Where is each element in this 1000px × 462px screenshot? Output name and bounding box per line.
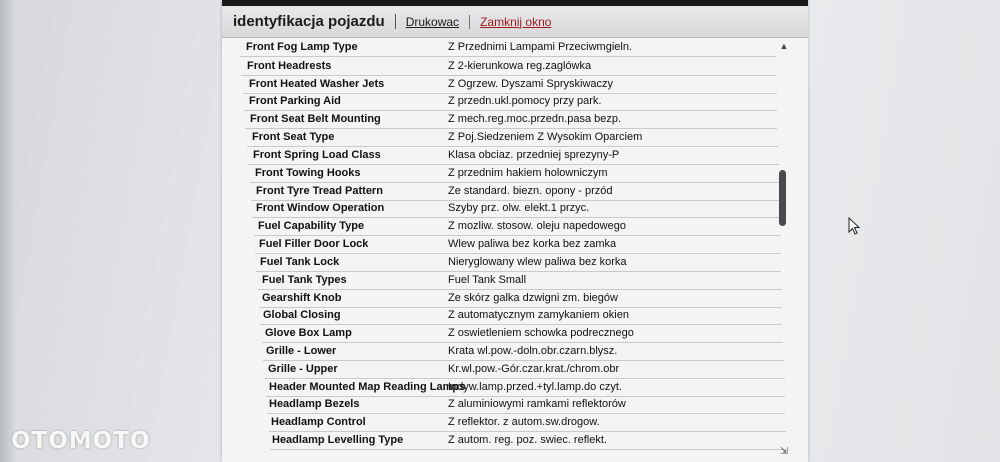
otomoto-watermark: OTOMOTO [11, 428, 151, 454]
spec-label: Front Towing Hooks [255, 167, 361, 179]
scroll-up-arrow-icon[interactable]: ▲ [779, 41, 789, 51]
spec-label: Headlamp Levelling Type [272, 434, 404, 446]
spec-row [270, 431, 786, 450]
spec-row [248, 146, 779, 165]
spec-value: Z aluminiowymi ramkami reflektorów [448, 398, 626, 410]
spec-label: Fuel Tank Lock [260, 256, 340, 268]
page-title: identyfikacja pojazdu [233, 14, 396, 29]
spec-row [245, 110, 777, 129]
print-link[interactable]: Drukowac [406, 15, 470, 29]
spec-value: Z autom. reg. poz. swiec. reflekt. [448, 434, 607, 446]
vehicle-identification-window [222, 0, 808, 462]
spec-row [250, 164, 780, 183]
spec-row [252, 199, 780, 218]
window-header [222, 6, 808, 38]
spec-value: Nieryglowany wlew paliwa bez korka [448, 256, 627, 268]
spec-label: Front Fog Lamp Type [246, 41, 358, 53]
spec-value: Z Przednimi Lampami Przeciwmgieln. [448, 41, 632, 53]
spec-row [267, 395, 785, 414]
spec-value: Z przedn.ukl.pomocy przy park. [448, 95, 602, 107]
spec-label: Header Mounted Map Reading Lamps [269, 381, 466, 393]
spec-value: Krata wl.pow.-doln.obr.czarn.blysz. [448, 345, 618, 357]
spec-value: Z Ogrzew. Dyszami Spryskiwaczy [448, 78, 614, 90]
spec-label: Front Headrests [247, 60, 332, 72]
spec-label: Fuel Filler Door Lock [259, 238, 369, 250]
spec-label: Headlamp Control [271, 416, 366, 428]
mouse-cursor-icon [848, 217, 860, 235]
spec-value: Z oswietleniem schowka podrecznego [448, 327, 634, 339]
spec-value: Kr.wl.pow.-Gór.czar.krat./chrom.obr [448, 363, 620, 375]
scroll-thumb[interactable] [779, 170, 786, 226]
resize-grip-icon[interactable]: ⇲ [779, 446, 789, 457]
spec-row [241, 57, 776, 76]
spec-row [247, 128, 778, 147]
spec-label: Front Spring Load Class [253, 149, 381, 161]
spec-value: Z reflektor. z autom.sw.drogow. [448, 416, 600, 428]
spec-value: Z automatycznym zamykaniem okien [448, 309, 629, 321]
spec-row [269, 413, 786, 432]
spec-value: Z mech.reg.moc.przedn.pasa bezp. [448, 113, 622, 125]
vertical-scrollbar[interactable] [777, 40, 791, 458]
spec-label: Front Window Operation [256, 202, 385, 214]
spec-label: Grille - Lower [266, 345, 337, 357]
spec-label: Fuel Capability Type [258, 220, 365, 232]
spec-value: Z przednim hakiem holowniczym [448, 167, 608, 179]
spec-label: Global Closing [263, 309, 341, 321]
spec-value: Fuel Tank Small [448, 274, 527, 286]
spec-label: Front Seat Type [252, 131, 335, 143]
spec-row [265, 360, 785, 379]
spec-label: Gearshift Knob [262, 292, 342, 304]
spec-value: Z 2-kierunkowa reg.zaglówka [448, 60, 592, 72]
spec-row [258, 271, 782, 290]
spec-row [240, 38, 776, 57]
spec-label: Front Parking Aid [249, 95, 341, 107]
spec-value: Szyby prz. olw. elekt.1 przyc. [448, 202, 590, 214]
spec-label: Front Seat Belt Mounting [250, 113, 381, 125]
spec-value: Indyw.lamp.przed.+tyl.lamp.do czyt. [448, 381, 622, 393]
spec-row [255, 235, 781, 254]
spec-value: Ze standard. biezn. opony - przód [448, 185, 613, 197]
spec-row [260, 306, 782, 325]
spec-value: Z Poj.Siedzeniem Z Wysokim Oparciem [448, 131, 643, 143]
spec-value: Wlew paliwa bez korka bez zamka [448, 238, 617, 250]
spec-value: Ze skórz galka dzwigni zm. biegów [448, 292, 618, 304]
spec-row [263, 342, 784, 361]
screen-bezel [0, 0, 14, 462]
spec-label: Glove Box Lamp [265, 327, 352, 339]
spec-row [262, 324, 783, 343]
spec-label: Fuel Tank Types [262, 274, 347, 286]
spec-label: Front Tyre Tread Pattern [256, 185, 383, 197]
spec-row [256, 253, 781, 272]
close-window-link[interactable]: Zamknij okno [480, 14, 552, 29]
specification-list [222, 38, 808, 462]
spec-row [244, 92, 777, 111]
spec-label: Grille - Upper [268, 363, 338, 375]
spec-label: Headlamp Bezels [269, 398, 360, 410]
spec-value: Klasa obciaz. przedniej sprezyny-P [448, 149, 620, 161]
spec-row [254, 217, 781, 236]
spec-value: Z mozliw. stosow. oleju napedowego [448, 220, 626, 232]
spec-label: Front Heated Washer Jets [249, 78, 385, 90]
